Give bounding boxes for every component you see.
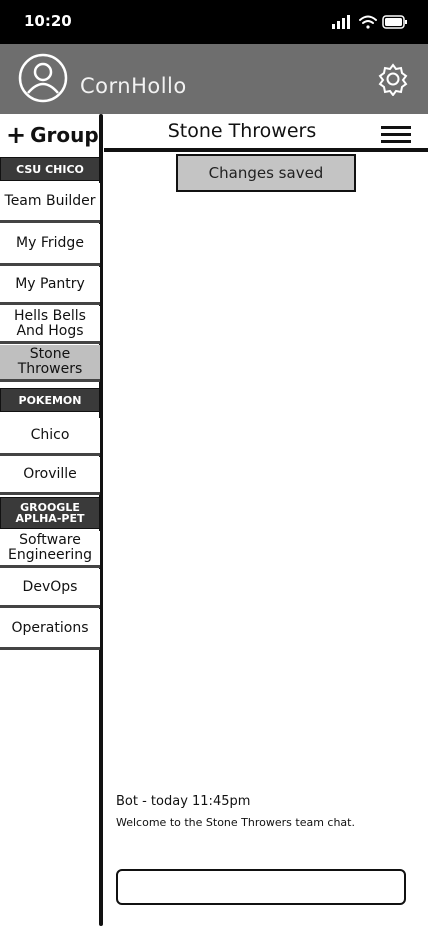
- section-pokemon: POKEMON: [0, 388, 100, 412]
- section-csu-chico: CSU CHICO: [0, 157, 100, 181]
- top-bar: [0, 44, 428, 114]
- user-avatar-icon[interactable]: [18, 53, 68, 103]
- sidebar-item-devops[interactable]: DevOps: [0, 569, 100, 608]
- status-time: 10:20: [24, 12, 72, 30]
- gear-icon[interactable]: [376, 62, 410, 96]
- sidebar-item-my-fridge[interactable]: My Fridge: [0, 224, 100, 266]
- changes-saved-toast: Changes saved: [176, 154, 356, 192]
- hamburger-menu-icon[interactable]: [380, 124, 412, 146]
- message-meta: Bot - today 11:45pm: [116, 794, 251, 809]
- wifi-icon: [360, 17, 376, 29]
- sidebar-item-software-engineering[interactable]: Software Engineering: [0, 531, 100, 568]
- signal-icon: [332, 15, 350, 29]
- plus-icon: +: [6, 121, 27, 149]
- chat-input[interactable]: [116, 869, 406, 905]
- status-icons: [332, 13, 408, 31]
- sidebar-item-oroville[interactable]: Oroville: [0, 457, 100, 495]
- sidebar-item-hells-bells-and-hogs[interactable]: Hells Bells And Hogs: [0, 306, 100, 344]
- header-divider: [104, 148, 428, 152]
- sidebar-item-chico[interactable]: Chico: [0, 418, 100, 456]
- message-text: Welcome to the Stone Throwers team chat.: [116, 816, 355, 829]
- status-bar: [0, 0, 428, 44]
- sidebar-item-stone-throwers[interactable]: Stone Throwers: [0, 345, 100, 382]
- sidebar-item-my-pantry[interactable]: My Pantry: [0, 267, 100, 305]
- sidebar-item-operations[interactable]: Operations: [0, 609, 100, 650]
- sidebar-item-team-builder[interactable]: Team Builder: [0, 183, 100, 223]
- add-group-button[interactable]: [6, 120, 99, 148]
- channel-title: Stone Throwers: [167, 120, 317, 142]
- username: CornHollo: [80, 74, 187, 98]
- battery-icon: [383, 16, 407, 28]
- add-group-label: Group: [30, 123, 99, 147]
- section-groogle-aplha-pet: GROOGLE APLHA-PET: [0, 497, 100, 529]
